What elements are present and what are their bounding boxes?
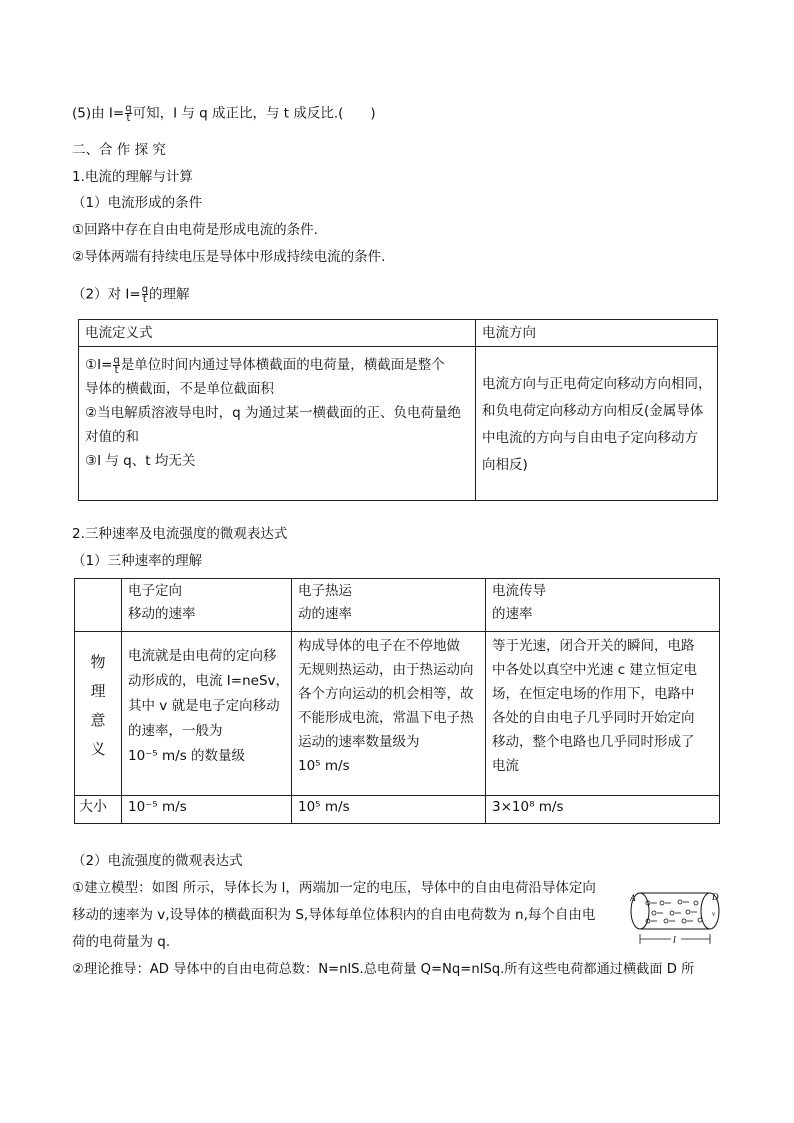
cell-line: 电流 [492, 758, 519, 774]
drift-size-cell: 10⁻⁵ m/s [122, 796, 292, 824]
cell-line: 10⁻⁵ m/s 的数量级 [128, 748, 246, 764]
table-row-meaning [75, 632, 720, 796]
cell-line: 各个方向运动的机会相等，故 [298, 686, 474, 702]
cell-line: 动形成的，电流 I=neSv， [128, 673, 290, 689]
thermal-size-cell: 10⁵ m/s [292, 796, 486, 824]
label-l: l [673, 935, 676, 946]
sub2-prefix: （2）对 I= [72, 286, 141, 303]
section-2-title: 二、合 作 探 究 [72, 142, 166, 158]
conduction-meaning-cell [486, 632, 720, 796]
row-label-size: 大小 [75, 796, 122, 824]
frac-numerator: q [141, 284, 149, 295]
frac-denominator: t [114, 364, 119, 376]
cell-line: 中各处以真空中光速 c 建立恒定电 [492, 662, 698, 678]
cell-line: 的速率，一般为 [128, 723, 223, 739]
question-5 [72, 104, 376, 123]
derivation-line: ②理论推导：AD 导体中的自由电荷总数：N=nlS.总电荷量 Q=Nq=nlSq.所有这些电荷都通过横截面 D 所 [72, 962, 695, 977]
current-definition-table [78, 319, 718, 501]
topic-1-sub2 [72, 285, 190, 304]
table-row [79, 347, 718, 501]
cell-line: 移动，整个电路也几乎同时形成了 [492, 734, 695, 750]
topic-2-title: 2.三种速率及电流强度的微观表达式 [72, 526, 288, 542]
condition-1: ①回路中存在自由电荷是形成电流的条件. [72, 222, 318, 238]
label-d: D [712, 892, 719, 902]
cell-line: 其中 v 就是电子定向移动 [128, 698, 280, 714]
header-empty [75, 579, 122, 632]
frac-numerator: q [125, 103, 132, 114]
fraction-q-over-t [142, 285, 148, 304]
fraction-q-over-t [113, 356, 119, 375]
header-thermal-speed [292, 579, 486, 632]
header-line: 电子定向 [128, 583, 182, 599]
direction-line: 和负电荷定向移动方向相反(金属导体 [482, 403, 704, 419]
table-row-size [75, 796, 720, 824]
definition-line-5: ③I 与 q、t 均无关 [85, 453, 196, 469]
topic-1-sub1: （1）电流形成的条件 [72, 195, 203, 211]
thermal-meaning-cell [292, 632, 486, 796]
definition-line-1 [85, 353, 469, 377]
three-speeds-table [74, 578, 720, 824]
label-v: v [712, 910, 716, 918]
label-a: A [630, 893, 636, 903]
model-paragraph-line-3: 荷的电荷量为 q. [72, 934, 171, 950]
label-char: 物 [90, 653, 106, 671]
header-definition: 电流定义式 [79, 320, 476, 347]
header-line: 电流传导 [492, 583, 546, 599]
cell-line: 运动的速率数量级为 [298, 734, 420, 750]
frac-denominator: t [142, 294, 147, 305]
topic-2-sub2: （2）电流强度的微观表达式 [72, 853, 243, 869]
definition-line-2: 导体的横截面，不是单位截面积 [85, 381, 274, 397]
definition-line-3: ②当电解质溶液导电时，q 为通过某一横截面的正、负电荷量绝 [85, 405, 461, 421]
row-label-meaning [75, 632, 122, 796]
header-direction: 电流方向 [476, 320, 718, 347]
header-line: 动的速率 [298, 606, 352, 622]
cell-line: 各处的自由电子几乎同时开始定向 [492, 710, 695, 726]
condition-2: ②导体两端有持续电压是导体中形成持续电流的条件. [72, 249, 386, 265]
header-line: 移动的速率 [128, 606, 196, 622]
definition-cell [79, 347, 476, 501]
header-conduction-speed [486, 579, 720, 632]
label-char: 意 [90, 711, 106, 729]
sub2-suffix: 的理解 [149, 286, 190, 303]
frac-denominator: t [126, 113, 131, 124]
header-line: 的速率 [492, 606, 533, 622]
conductor-figure [628, 889, 724, 951]
topic-1-title: 1.电流的理解与计算 [72, 169, 193, 185]
cell-line: 电流就是由电荷的定向移 [128, 648, 277, 664]
cell-line: 场，在恒定电场的作用下，电路中 [492, 686, 695, 702]
table-header-row [79, 320, 718, 347]
conduction-size-cell: 3×10⁸ m/s [486, 796, 720, 824]
q5-prefix: (5)由 I= [72, 105, 125, 122]
drift-meaning-cell [122, 632, 292, 796]
direction-line: 向相反) [482, 457, 528, 473]
frac-numerator: q [113, 354, 120, 366]
model-paragraph-line-2: 移动的速率为 v,设导体的横截面积为 S,导体每单位体积内的自由电荷数为 n,每个自由电 [72, 907, 596, 923]
cell-line: 构成导体的电子在不停地做 [298, 638, 460, 654]
table-header-row [75, 579, 720, 632]
label-char: 义 [90, 740, 106, 758]
def-prefix: ①I= [85, 357, 113, 373]
definition-line-4: 对值的和 [85, 429, 139, 445]
cell-line: 不能形成电流，常温下电子热 [298, 710, 474, 726]
q5-suffix: 可知，I 与 q 成正比，与 t 成反比.( ) [132, 105, 376, 122]
direction-line: 中电流的方向与自由电子定向移动方 [482, 430, 698, 446]
direction-line: 电流方向与正电荷定向移动方向相同， [482, 376, 712, 392]
cell-line: 等于光速，闭合开关的瞬间，电路 [492, 638, 695, 654]
cell-line: 10⁵ m/s [298, 758, 350, 774]
topic-2-sub1: （1）三种速率的理解 [72, 553, 203, 569]
def-suffix: 是单位时间内通过导体横截面的电荷量，横截面是整个 [120, 357, 445, 373]
direction-cell [476, 347, 718, 501]
charge-particles [646, 900, 702, 923]
fraction-q-over-t [125, 104, 131, 123]
header-drift-speed [122, 579, 292, 632]
label-char: 理 [90, 682, 106, 700]
model-paragraph-line-1: ①建立模型：如图 所示，导体长为 l，两端加一定的电压，导体中的自由电荷沿导体定向 [72, 880, 596, 896]
cell-line: 无规则热运动，由于热运动向 [298, 662, 474, 678]
header-line: 电子热运 [298, 583, 352, 599]
